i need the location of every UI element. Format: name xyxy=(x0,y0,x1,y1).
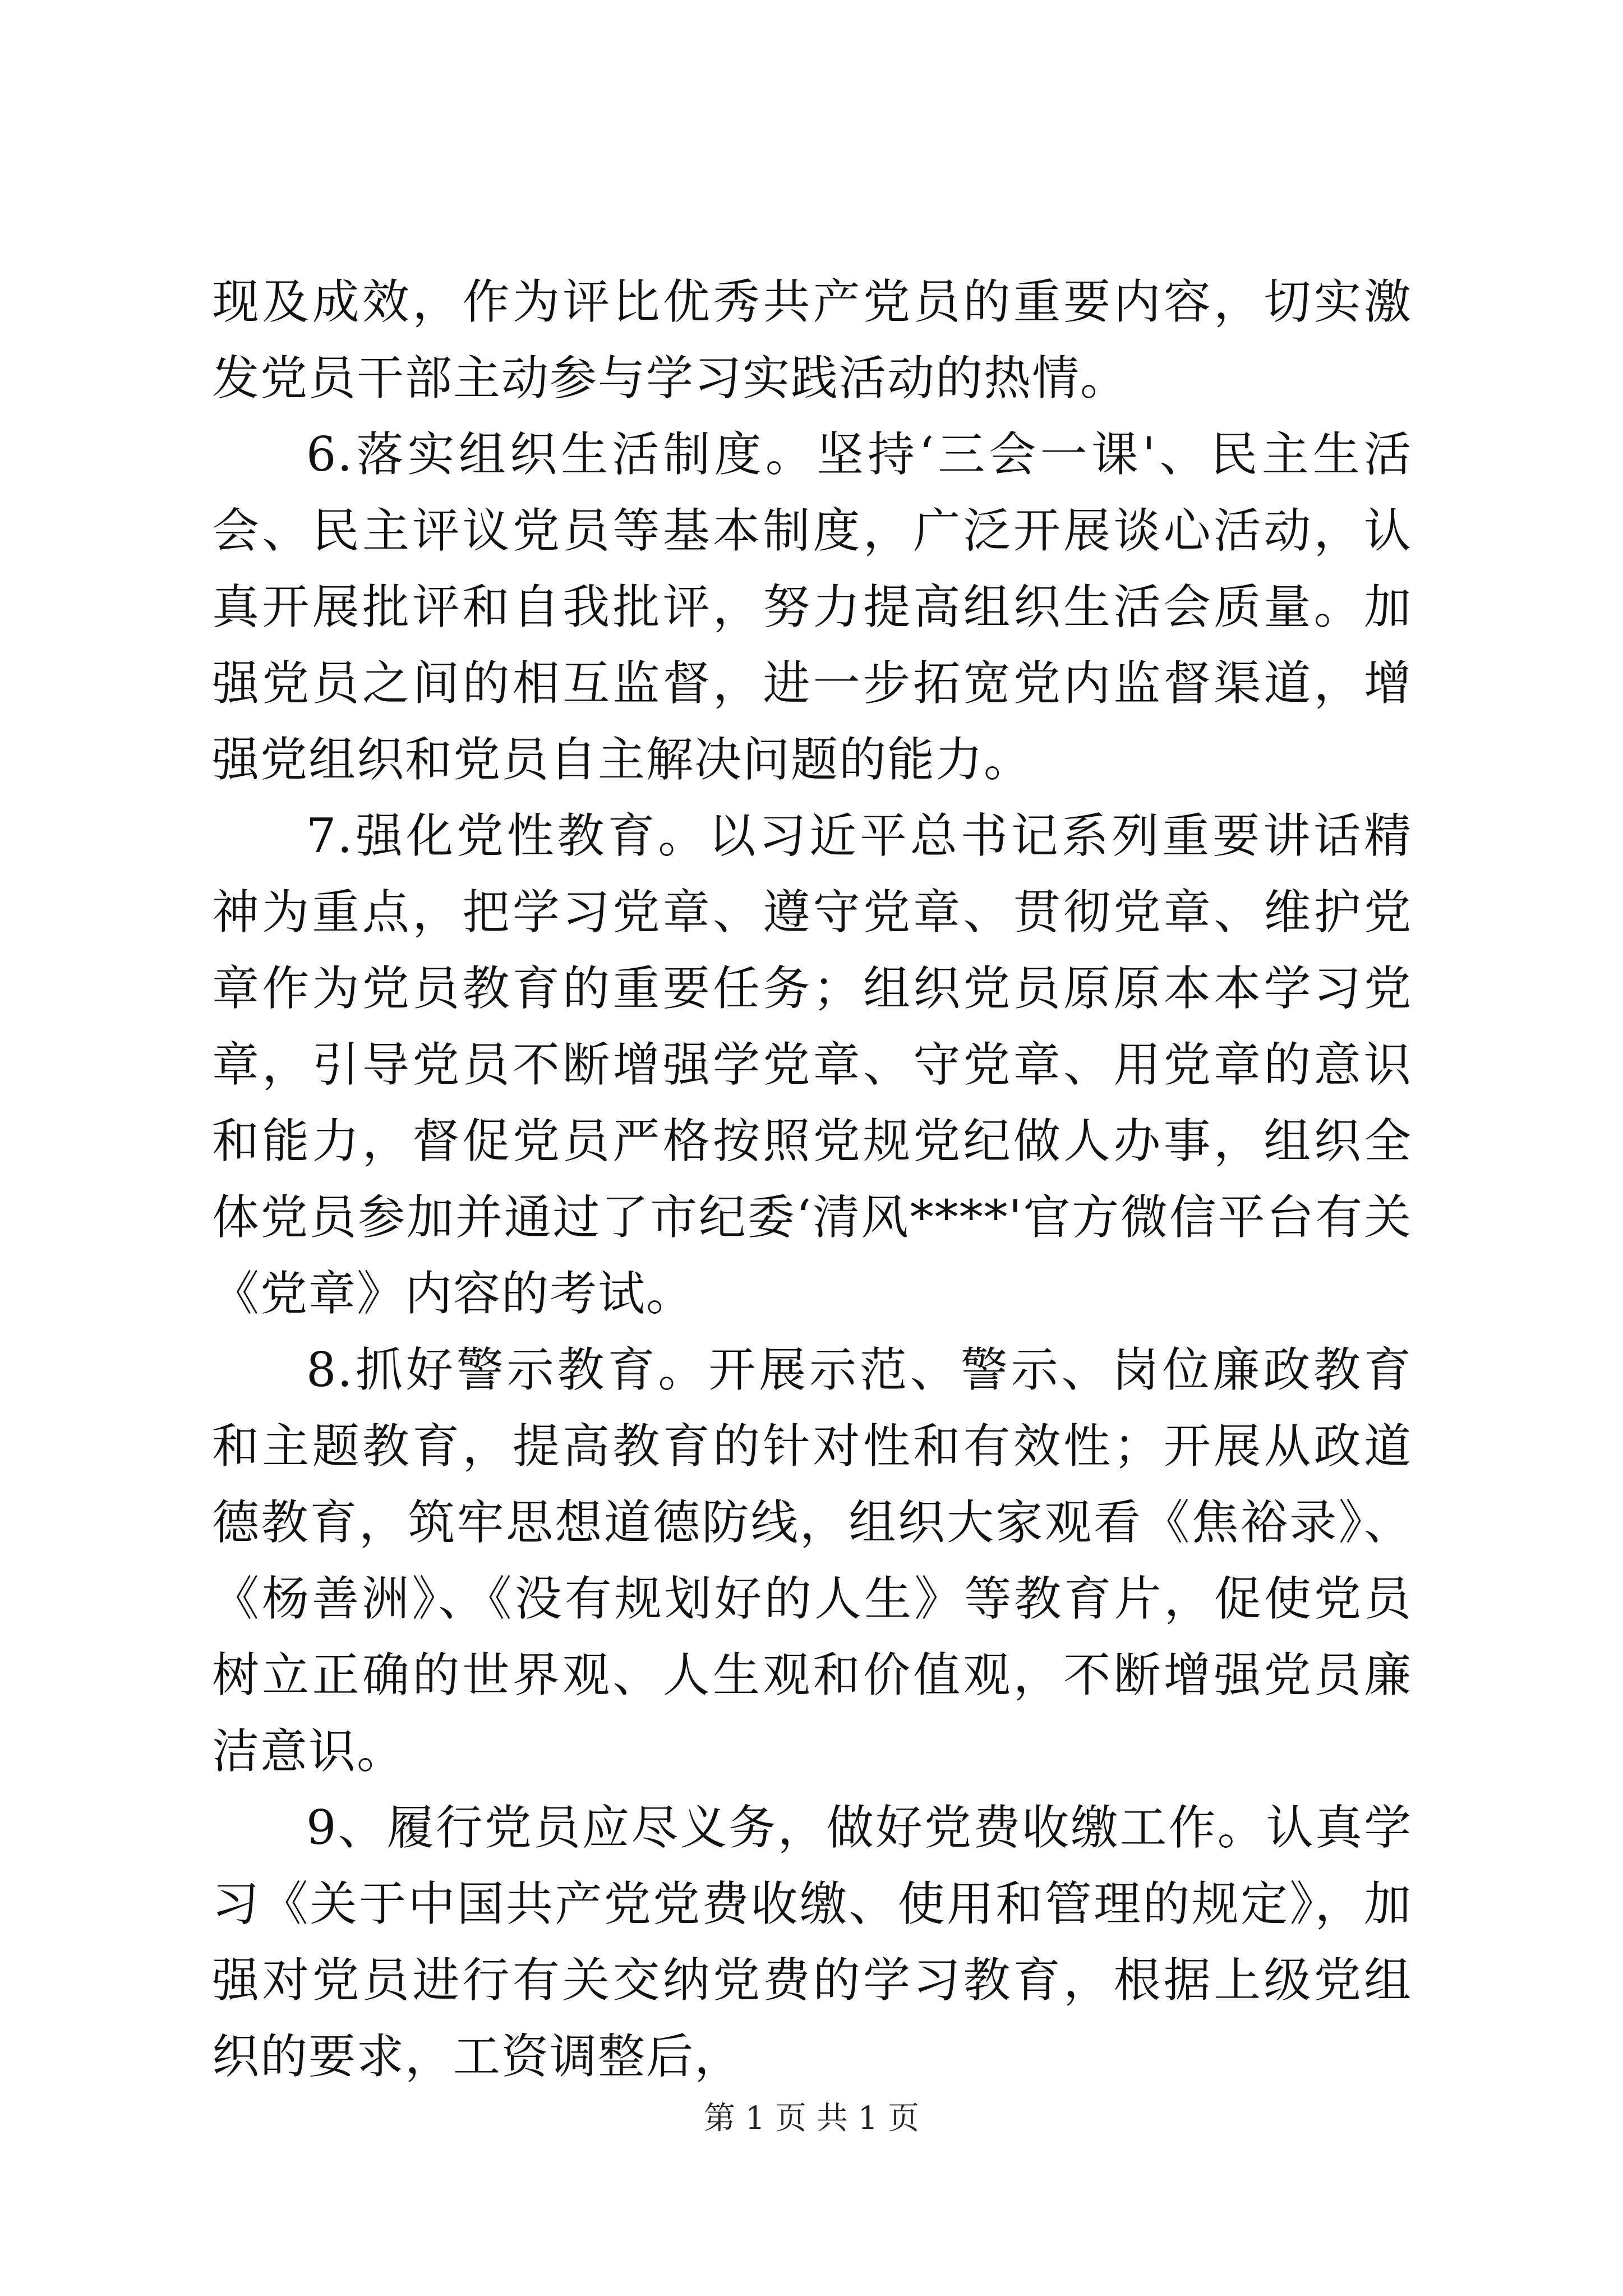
paragraph-item-6: 6.落实组织生活制度。坚持‘三会一课'、民主生活会、民主评议党员等基本制度，广泛开展谈心活动，认真开展批评和自我批评，努力提高组织生活会质量。加强党员之间的相互监督，进一步拓宽党内监督渠道，增强党组织和党员自主解决问题的能力。 xyxy=(212,427,1412,787)
document-body xyxy=(212,264,1412,2095)
paragraph-item-7: 7.强化党性教育。以习近平总书记系列重要讲话精神为重点，把学习党章、遵守党章、贯彻党章、维护党章作为党员教育的重要任务；组织党员原原本本学习党章，引导党员不断增强学党章、守党章、用党章的意识和能力，督促党员严格按照党规党纪做人办事，组织全体党员参加并通过了市纪委‘清风****'官方微信平台有关《党章》内容的考试。 xyxy=(212,808,1412,1321)
paragraph-continuation: 现及成效，作为评比优秀共产党员的重要内容，切实激发党员干部主动参与学习实践活动的热情。 xyxy=(212,274,1412,406)
page-footer: 第 1 页 共 1 页 xyxy=(703,2100,920,2137)
paragraph-item-9: 9、履行党员应尽义务，做好党费收缴工作。认真学习《关于中国共产党党费收缴、使用和管理的规定》，加强对党员进行有关交纳党费的学习教育，根据上级党组织的要求，工资调整后， xyxy=(212,1800,1412,2084)
paragraph-item-8: 8.抓好警示教育。开展示范、警示、岗位廉政教育和主题教育，提高教育的针对性和有效性；开展从政道德教育，筑牢思想道德防线，组织大家观看《焦裕录》、《杨善洲》、《没有规划好的人生》等教育片，促使党员树立正确的世界观、人生观和价值观，不断增强党员廉洁意识。 xyxy=(212,1342,1412,1779)
